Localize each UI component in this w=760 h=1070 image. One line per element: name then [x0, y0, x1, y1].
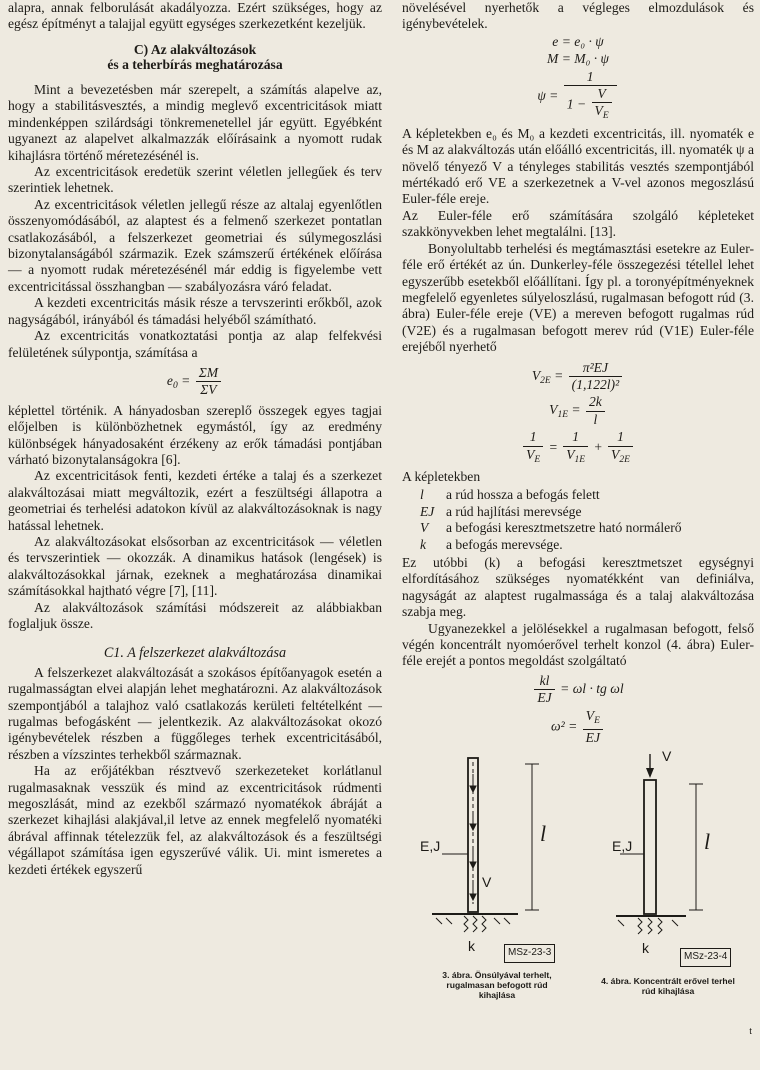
figure-4: [586, 748, 756, 1000]
paragraph: Ha az erőjátékban résztvevő szerkezeteket korlátlanul rugalmasaknak vesszük és mind az excentricitások rúdmenti megoszlását, mind az ezekből származó nyomatékok ábráját a szerkezet kihajlási alakjával,il letve az ennek megfelelő nyomatéki ábrával affinnak tételezzük fel, az alakváltozások és a feszültségi végállapot számítása igen egyszerűvé válik. Ui. mint ismeretes a kezdeti értékek egyszerű: [8, 763, 382, 877]
definitions-list: [402, 487, 754, 553]
figure-3: [412, 754, 582, 1000]
figure-3-caption: 3. ábra. Önsúlyával terhelt, rugalmasan befogott rúd kihajlása: [442, 970, 552, 1001]
formula-dunkerley: $\frac{1}{V_E}$ = $\frac{1}{V_{1E}}$ + $\frac{1}{V_{2E}}$: [402, 429, 754, 468]
figure-4-label-k: k: [642, 940, 649, 957]
formula-psi: ψ = 1 1 − $\frac{V}{V_E}$: [402, 69, 754, 125]
paragraph: Az Euler-féle erő számítására szolgáló képleteket szakkönyvekben lehet megtalálni. [13].: [402, 207, 754, 240]
intro-paragraph: alapra, annak felborulását akadályozza. Ezért szükséges, hogy az egész építményt a talajjal együtt egységes szerkezetként kezeljük.: [8, 0, 382, 32]
paragraph: Mint a bevezetésben már szerepelt, a számítás alapelve az, hogy a stabilitásvesztés, a mindig meglevő excentricitások miatt mindenképpen szilárdsági tönkremenetellel jár együtt. Egyébként ugyanezt az alapelvet alkalmazzák előírásaink a nyomott rudak kihajlásra történő méretezésénél is.: [8, 82, 382, 163]
section-heading-line-2: és a teherbírás meghatározása: [107, 57, 283, 73]
paragraph: A felszerkezet alakváltozását a szokásos építőanyagok esetén a rugalmasságtan elvei alapján lehet meghatározni. Az alakváltozások szempontjából a talajhoz való csatlakozás kerületi feltételként — rugalmas befogásként — jelentkezik. Az alakváltozásokat okozó igénybevételek részben a függőleges terhek excentricitásából, részben a vízszintes terhekből származnak.: [8, 664, 382, 762]
paragraph: A képletekben e₀ és M₀ a kezdeti excentricitás, ill. nyomaték e és M az alakváltozás után előálló excentricitás, ill. nyomaték ψ a növelő tényező V a tényleges stabilitás vesztés szempontjából mértékadó erő VE a szerkezetnek a V-vel azonos megoszlású Euler-féle ereje.: [402, 125, 754, 207]
definition-row: l a rúd hossza a befogás felett: [420, 487, 600, 503]
figure-4-label-ej: E,J: [612, 838, 633, 855]
figure-3-label-ej: E,J: [420, 838, 441, 855]
paragraph: Bonyolultabb terhelési és megtámasztási esetekre az Euler-féle erő értékét az ún. Dunkerley-féle összegezési tétellel lehet egyszerűbb esetekből előállítani. Így pl. a toronyépítményeknek megfelelő egyenletes súlyeloszlású, rugalmasan befogott rúd (3. ábra) Euler-féle ereje (VE) a mereven befogott rugalmas rúd (V2E) és a rugalmasan befogott merev rúd (V1E) Euler-féle erejéből nyerhető: [402, 240, 754, 355]
paragraph: növelésével nyerhetők a végleges elmozdulások és igénybevételek.: [402, 0, 754, 32]
formula-e0: $e_0$ = $\frac{\Sigma M}{\Sigma V}$: [8, 365, 382, 399]
right-column: [402, 0, 754, 1054]
definitions-intro: A képletekben: [402, 468, 481, 484]
formula-m: M = M₀ · ψ: [547, 51, 609, 67]
paragraph: Az alakváltozások számítási módszereit az alábbiakban foglaljuk össze.: [8, 599, 382, 631]
formula-v1e: $V_{1E}$ = $\frac{2k}{l}$: [402, 394, 754, 428]
definition-row: V a befogási keresztmetszetre ható normálerő: [420, 520, 682, 536]
left-column: [8, 0, 382, 878]
definition-row: EJ a rúd hajlítási merevsége: [420, 503, 582, 519]
figure-4-label-v: V: [662, 748, 672, 765]
paragraph: Az excentricitások eredetük szerint véletlen jellegűek és terv szerintiek lehetnek.: [8, 164, 382, 196]
figure-4-stamp: MSz-23-4: [680, 948, 731, 966]
paragraph: Az alakváltozásokat elsősorban az excentricitások — véletlen és tervszerintiek — okozzák. A dinamikus hatások (lengések) is alakváltozásokkal járnak, ezeknek a meghatározása dinamikai számításokkal hajtható végre [7], [11].: [8, 533, 382, 599]
paragraph: Ez utóbbi (k) a befogási keresztmetszet egységnyi elfordításához szükséges nyomatékként van definiálva, nagyságát az alaptest rugalmassága és a talaj alakváltozása szabja meg.: [402, 555, 754, 620]
figure-3-label-v: V: [482, 874, 492, 891]
formula-v2e: $V_{2E}$ = $\frac{\text{π²EJ}}{\text{(1,122l)²}}$: [402, 360, 754, 394]
figure-3-label-k: k: [468, 938, 475, 955]
subsection-heading: C1. A felszerkezet alakváltozása: [103, 645, 287, 662]
figures: [402, 748, 754, 1054]
paragraph: képlettel történik. A hányadosban szereplő összegek egyes tagjai előjelben is különbözhetnek egymástól, így az eredmény különbségek hányadosaként érzékeny az erők támadási pontjában várható bizonytalanságokra [6].: [8, 402, 382, 467]
definition-row: k a befogás merevsége.: [420, 536, 563, 552]
figure-3-label-l: l: [540, 821, 547, 847]
paragraph: Az excentricitások véletlen jellegű része az altalaj egyenlőtlen összenyomódásából, az alaptest és a felmenő szerkezet pontatlan csatlakozásából, a felszerkezet geometriai és súlymegoszlási bizonytalanságából származik. Ezek számszerű értékének előírása — a nyomott rudak méretezésénél már eddig is figyelembe vett excentricitással összhangban — szabályozásra váró feladat.: [8, 196, 382, 294]
section-heading-line-1: C) Az alakváltozások: [133, 41, 257, 57]
paragraph: Ugyanezekkel a jelölésekkel a rugalmasan befogott, felső végén koncentrált nyomóerővel terhelt konzol (4. ábra) Euler-féle erejét a pontos megoldást szolgáltató: [402, 620, 754, 669]
formula-e: e = e₀ · ψ: [552, 33, 604, 49]
formula-cantilever: $\frac{kl}{EJ}$ = ωl · tg ωl: [402, 673, 754, 707]
paragraph: Az excentricitás vonatkoztatási pontja az alap felfekvési felületének súlypontja, számítása a: [8, 328, 382, 360]
figure-4-label-l: l: [704, 829, 711, 855]
paragraph: A kezdeti excentricitás másik része a tervszerinti erőkből, azok nagyságából, irányából és támadási helyéből számítható.: [8, 295, 382, 327]
figure-4-caption: 4. ábra. Koncentrált erővel terhel rúd kihajlása: [601, 976, 735, 997]
formula-omega: ω² = $\frac{V_E}{EJ}$: [402, 708, 754, 747]
page-number: t: [749, 1025, 752, 1037]
figure-3-stamp: MSz-23-3: [504, 944, 555, 962]
figure-3-drawing: [412, 754, 582, 1000]
paragraph: Az excentricitások fenti, kezdeti értéke a talaj és a szerkezet alakváltozásai miatt megváltozik, ezért a feszültségi állapotra a geometriai és terhelési adatokon kívül az alakváltozásoknak is nagy hatással lehetnek.: [8, 468, 382, 533]
section-heading: [8, 42, 382, 73]
